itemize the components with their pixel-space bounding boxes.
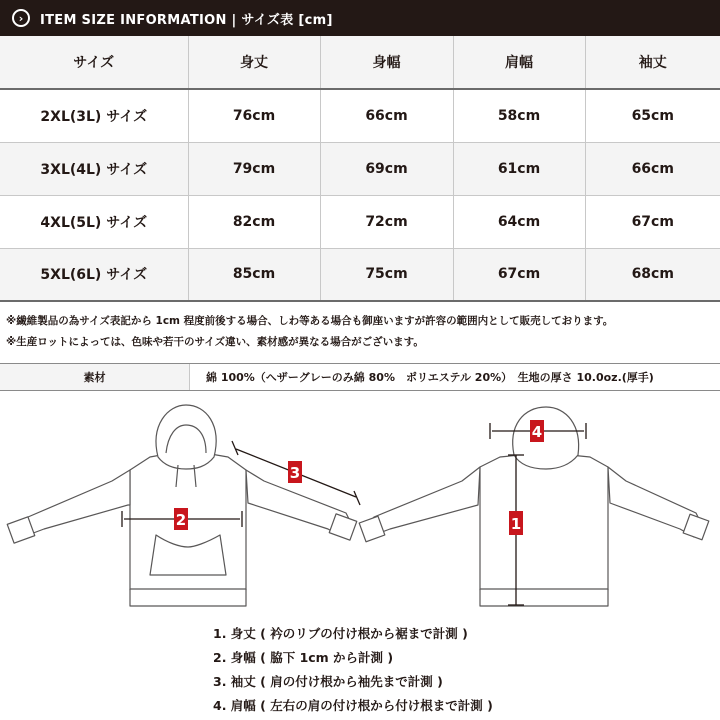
table-cell: 3XL(4L) サイズ (0, 142, 188, 195)
legend-item: 4. 肩幅 ( 左右の肩の付け根から付け根まで計測 ) (213, 698, 493, 713)
table-cell: 69cm (320, 142, 453, 195)
measurement-legend (213, 622, 493, 718)
material-label: 素材 (0, 364, 190, 390)
table-row (0, 142, 720, 195)
table-cell: 58cm (453, 89, 585, 142)
legend-item: 1. 身丈 ( 衿のリブの付け根から裾まで計測 ) (213, 626, 468, 641)
table-row (0, 195, 720, 248)
table-cell: 5XL(6L) サイズ (0, 248, 188, 301)
badge-length (509, 511, 523, 535)
svg-text:3: 3 (289, 464, 301, 482)
table-cell: 75cm (320, 248, 453, 301)
table-cell: 61cm (453, 142, 585, 195)
column-header-width: 身幅 (320, 36, 453, 89)
badge-shoulder (530, 420, 544, 442)
table-cell: 72cm (320, 195, 453, 248)
column-header-sleeve: 袖丈 (585, 36, 720, 89)
table-cell: 68cm (585, 248, 720, 301)
size-notes (6, 311, 718, 353)
section-header (0, 0, 720, 36)
table-cell: 67cm (453, 248, 585, 301)
material-row (0, 363, 720, 391)
table-cell: 79cm (188, 142, 320, 195)
table-cell: 4XL(5L) サイズ (0, 195, 188, 248)
svg-text:4: 4 (531, 423, 543, 441)
legend-item: 3. 袖丈 ( 肩の付け根から袖先まで計測 ) (213, 674, 443, 689)
svg-text:1: 1 (510, 515, 522, 533)
chevron-right-icon: › (12, 9, 30, 27)
table-cell: 66cm (320, 89, 453, 142)
column-header-size: サイズ (0, 36, 188, 89)
table-cell: 2XL(3L) サイズ (0, 89, 188, 142)
size-table (0, 36, 720, 302)
table-cell: 64cm (453, 195, 585, 248)
table-cell: 66cm (585, 142, 720, 195)
svg-text:2: 2 (175, 511, 187, 529)
column-header-length: 身丈 (188, 36, 320, 89)
table-cell: 67cm (585, 195, 720, 248)
badge-sleeve (288, 461, 302, 483)
column-header-shoulder: 肩幅 (453, 36, 585, 89)
section-title: ITEM SIZE INFORMATION | サイズ表 [cm] (40, 12, 333, 28)
table-row (0, 248, 720, 301)
table-header-row (0, 36, 720, 89)
table-cell: 76cm (188, 89, 320, 142)
table-cell: 65cm (585, 89, 720, 142)
note-line: ※生産ロットによっては、色味や若干のサイズ違い、素材感が異なる場合がございます。 (6, 336, 424, 348)
table-cell: 85cm (188, 248, 320, 301)
hoodie-diagram (0, 395, 720, 615)
table-cell: 82cm (188, 195, 320, 248)
table-row (0, 89, 720, 142)
legend-item: 2. 身幅 ( 脇下 1cm から計測 ) (213, 650, 394, 665)
hoodie-front-illustration (7, 405, 357, 606)
badge-width (174, 508, 188, 530)
note-line: ※繊維製品の為サイズ表記から 1cm 程度前後する場合、しわ等ある場合も御座いますが許容の範囲内として販売しております。 (6, 315, 614, 327)
material-value: 綿 100%（ヘザーグレーのみ綿 80% ポリエステル 20%） 生地の厚さ 10.0oz.(厚手) (206, 371, 654, 384)
